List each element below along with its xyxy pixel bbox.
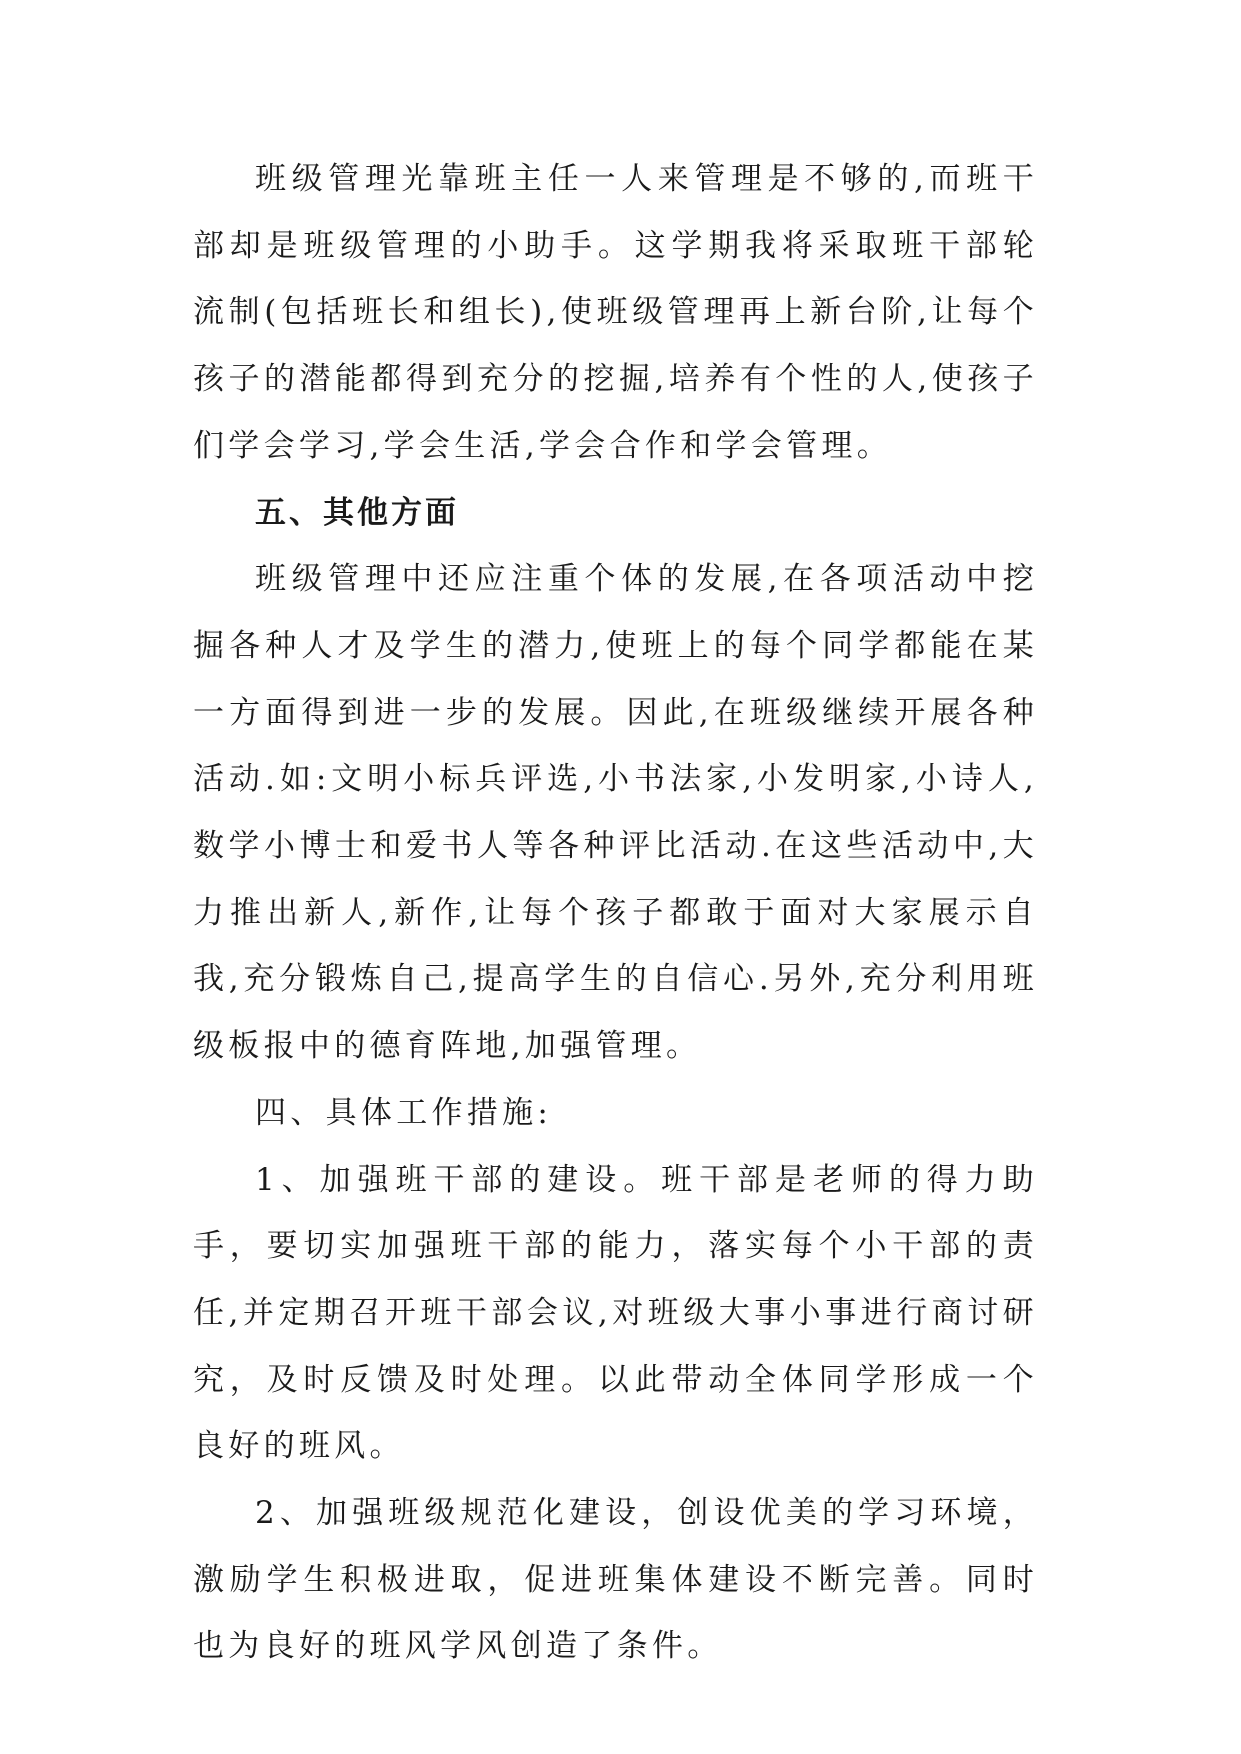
paragraph-measure-1: 1、加强班干部的建设。班干部是老师的得力助手，要切实加强班干部的能力，落实每个小干部的责任,并定期召开班干部会议,对班级大事小事进行商讨研究，及时反馈及时处理。以此带动全体同学形成一个良好的班风。 [193,1161,1038,1465]
section-heading-other-aspects: 五、其他方面 [255,494,459,531]
paragraph-class-cadre-rotation: 班级管理光靠班主任一人来管理是不够的,而班干部却是班级管理的小助手。这学期我将采取班干部轮流制(包括班长和组长),使班级管理再上新台阶,让每个孩子的潜能都得到充分的挖掘,培养有个性的人,使孩子们学会学习,学会生活,学会合作和学会管理。 [193,161,1038,464]
document-body [193,146,1038,1680]
paragraph-individual-development: 班级管理中还应注重个体的发展,在各项活动中挖掘各种人才及学生的潜力,使班上的每个同学都能在某一方面得到进一步的发展。因此,在班级继续开展各种活动.如:文明小标兵评选,小书法家,小发明家,小诗人,数学小博士和爱书人等各种评比活动.在这些活动中,大力推出新人,新作,让每个孩子都敢于面对大家展示自我,充分锻炼自己,提高学生的自信心.另外,充分利用班级板报中的德育阵地,加强管理。 [193,561,1038,1065]
section-heading-work-measures: 四、具体工作措施: [255,1094,553,1131]
paragraph-measure-2: 2、加强班级规范化建设，创设优美的学习环境，激励学生积极进取，促进班集体建设不断完善。同时也为良好的班风学风创造了条件。 [193,1495,1038,1665]
